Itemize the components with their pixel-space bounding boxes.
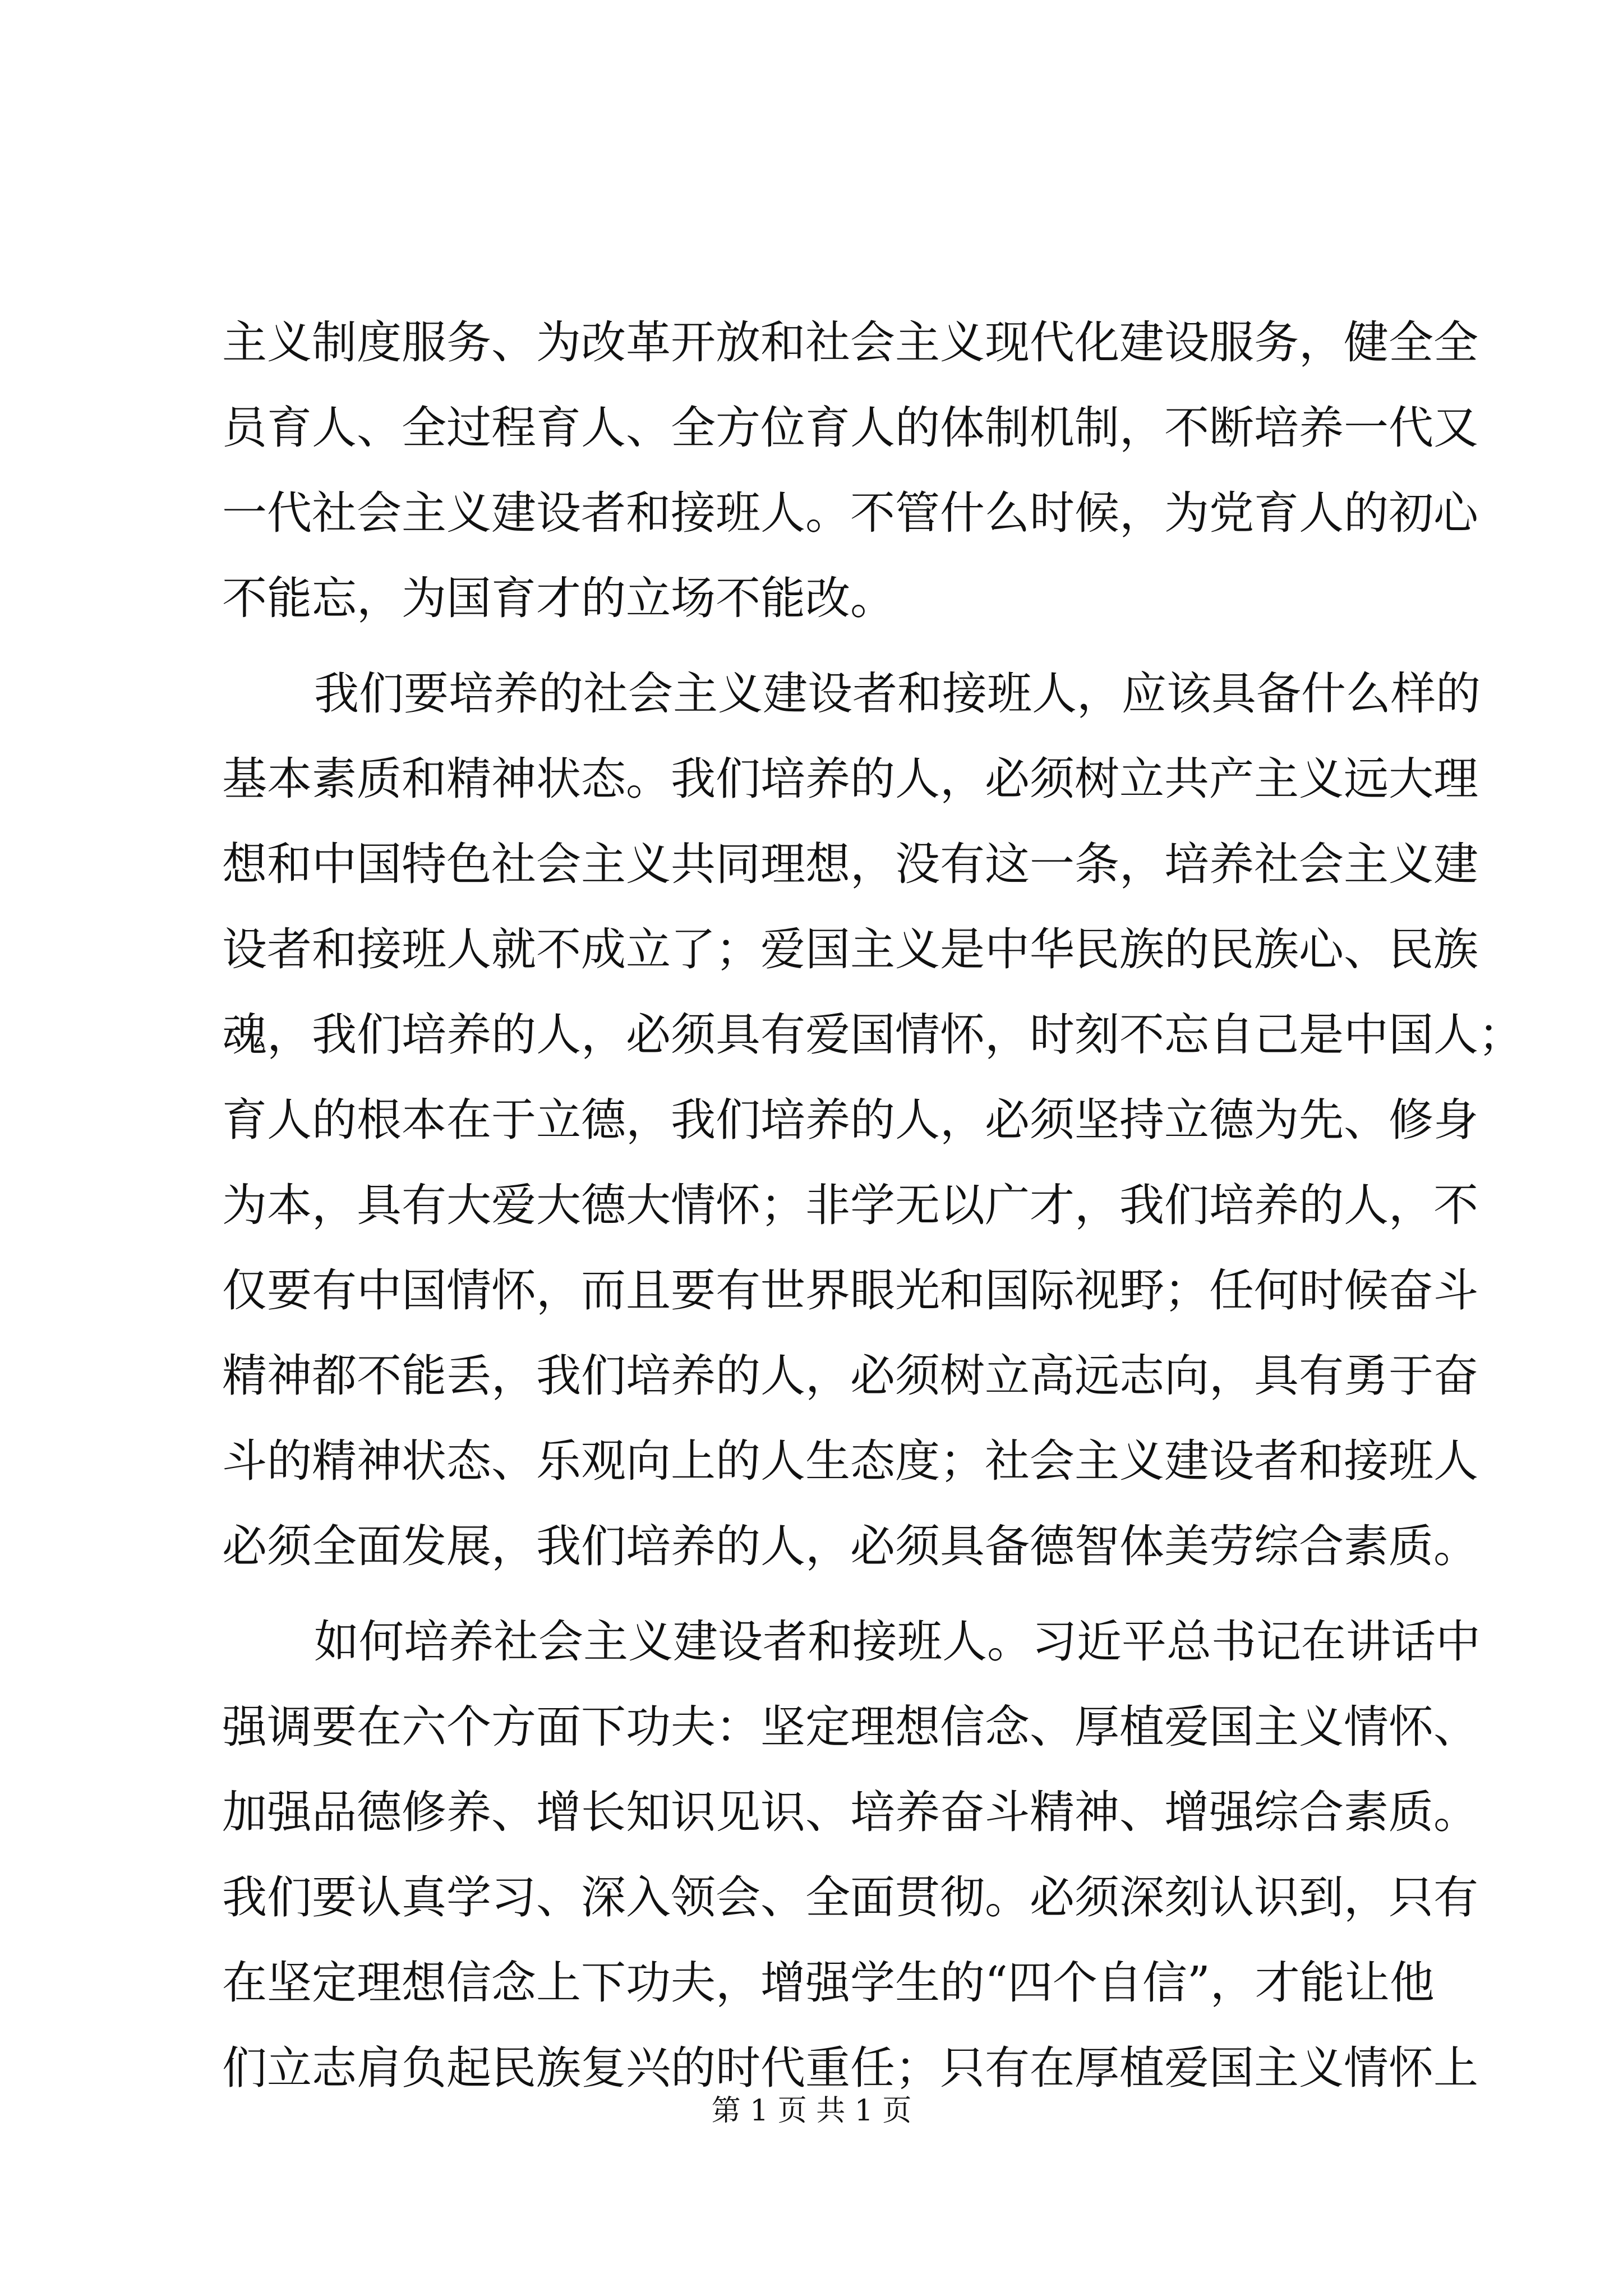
text-line: 加强品德修养、增长知识见识、培养奋斗精神、增强综合素质。: [222, 1786, 1478, 1838]
text-line: 想和中国特色社会主义共同理想，没有这一条，培养社会主义建: [222, 838, 1478, 890]
paragraph-2: [222, 651, 1523, 1589]
text-line: 主义制度服务、为改革开放和社会主义现代化建设服务，健全全: [222, 316, 1478, 369]
text-line: 我们要认真学习、深入领会、全面贯彻。必须深刻认识到，只有: [222, 1871, 1478, 1924]
paragraph-3: [222, 1599, 1481, 2111]
text-line: 强调要在六个方面下功夫：坚定理想信念、厚植爱国主义情怀、: [222, 1701, 1478, 1753]
text-line: 仅要有中国情怀，而且要有世界眼光和国际视野；任何时候奋斗: [222, 1264, 1478, 1317]
paragraph-1: [222, 300, 1478, 641]
text-line: 精神都不能丢，我们培养的人，必须树立高远志向，具有勇于奋: [222, 1350, 1478, 1402]
text-line: 育人的根本在于立德，我们培养的人，必须坚持立德为先、修身: [222, 1094, 1478, 1146]
text-line: 基本素质和精神状态。我们培养的人，必须树立共产主义远大理: [222, 753, 1478, 805]
body-text: [222, 300, 1523, 2111]
text-line: 不能忘，为国育才的立场不能改。: [222, 572, 895, 624]
text-line: 我们要培养的社会主义建设者和接班人，应该具备什么样的: [314, 668, 1481, 720]
text-line: 为本，具有大爱大德大情怀；非学无以广才，我们培养的人，不: [222, 1179, 1478, 1231]
text-line: 设者和接班人就不成立了；爱国主义是中华民族的民族心、民族: [222, 923, 1478, 976]
text-line: 一代社会主义建设者和接班人。不管什么时候，为党育人的初心: [222, 487, 1478, 539]
text-line: 员育人、全过程育人、全方位育人的体制机制，不断培养一代又: [222, 402, 1478, 454]
page-footer: 第 1 页 共 1 页: [711, 2094, 912, 2128]
text-line: 斗的精神状态、乐观向上的人生态度；社会主义建设者和接班人: [222, 1435, 1478, 1487]
text-line: 必须全面发展，我们培养的人，必须具备德智体美劳综合素质。: [222, 1520, 1478, 1572]
text-line: 魂，我们培养的人，必须具有爱国情怀，时刻不忘自己是中国人；: [222, 1009, 1523, 1061]
text-line: 如何培养社会主义建设者和接班人。习近平总书记在讲话中: [314, 1616, 1481, 1668]
text-line: 们立志肩负起民族复兴的时代重任；只有在厚植爱国主义情怀上: [222, 2042, 1478, 2094]
text-line: 在坚定理想信念上下功夫，增强学生的“四个自信”，才能让他: [222, 1957, 1435, 2009]
